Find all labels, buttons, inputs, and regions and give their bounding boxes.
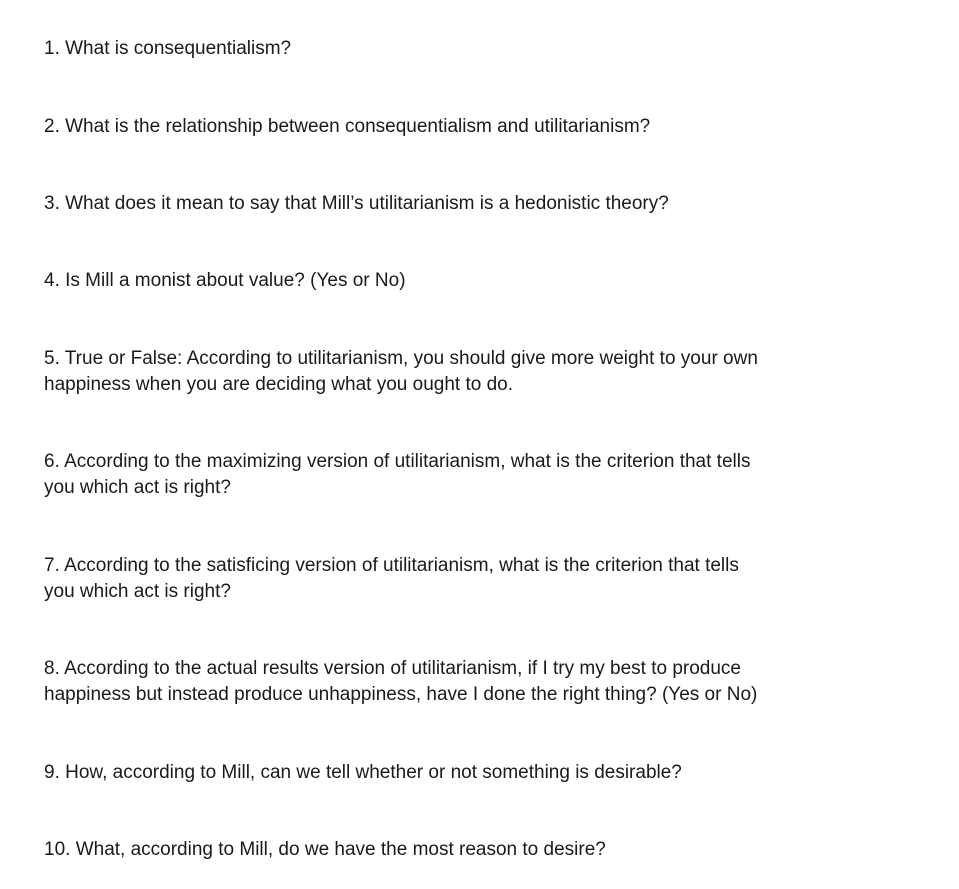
question-8-line-2: happiness but instead produce unhappiness, have I done the right thing? (Yes or No) [44, 684, 758, 705]
question-2-text: 2. What is the relationship between consequentialism and utilitarianism? [44, 116, 651, 137]
question-6 [44, 449, 864, 501]
question-8 [44, 656, 864, 708]
question-5 [44, 346, 864, 398]
question-1 [44, 36, 864, 62]
question-7-line-1: 7. According to the satisficing version of utilitarianism, what is the criterion that tells [44, 555, 739, 576]
question-5-line-1: 5. True or False: According to utilitarianism, you should give more weight to your own [44, 348, 758, 369]
question-5-line-2: happiness when you are deciding what you ought to do. [44, 374, 513, 395]
question-2 [44, 114, 864, 140]
question-4-text: 4. Is Mill a monist about value? (Yes or No) [44, 270, 406, 291]
question-10 [44, 837, 864, 863]
question-9 [44, 760, 864, 786]
question-8-line-1: 8. According to the actual results version of utilitarianism, if I try my best to produce [44, 658, 741, 679]
question-6-line-1: 6. According to the maximizing version of utilitarianism, what is the criterion that tells [44, 451, 751, 472]
question-7-line-2: you which act is right? [44, 581, 231, 602]
question-9-text: 9. How, according to Mill, can we tell whether or not something is desirable? [44, 762, 682, 783]
question-3 [44, 191, 864, 217]
question-10-text: 10. What, according to Mill, do we have the most reason to desire? [44, 839, 606, 860]
question-7 [44, 553, 864, 605]
question-6-line-2: you which act is right? [44, 477, 231, 498]
question-3-text: 3. What does it mean to say that Mill’s utilitarianism is a hedonistic theory? [44, 193, 669, 214]
question-1-text: 1. What is consequentialism? [44, 38, 292, 59]
question-4 [44, 268, 864, 294]
